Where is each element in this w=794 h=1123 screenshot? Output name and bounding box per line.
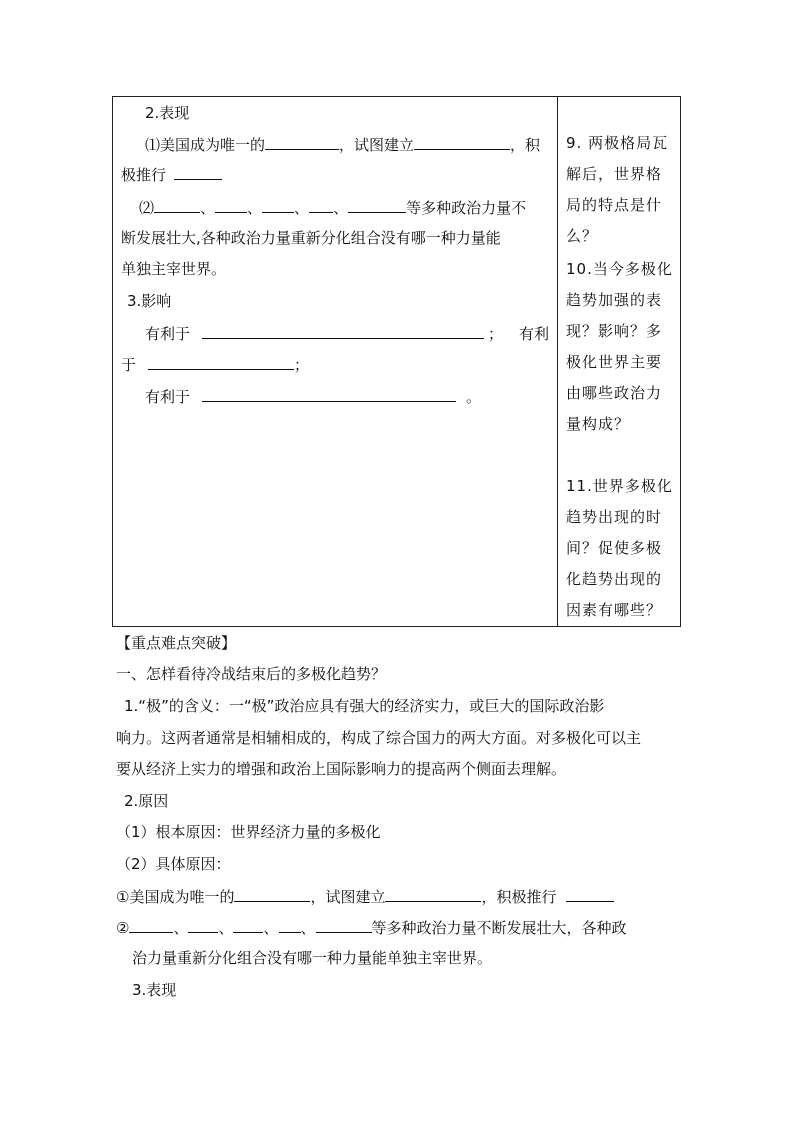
cause-text-line: 治力量重新分化组合没有哪一种力量能单独主宰世界。 xyxy=(132,949,493,967)
question-11: 11.世界多极化趋势出现的时间？促使多极化趋势出现的因素有哪些？ xyxy=(566,477,673,619)
cause-fill-line-1 xyxy=(116,885,614,908)
fill-line-2 xyxy=(121,163,222,186)
paragraph-line-3: 要从经济上实力的增强和政治上国际影响力的提高两个侧面去理解。 xyxy=(116,760,567,778)
text: ； xyxy=(294,356,310,374)
text: ，积 xyxy=(510,136,541,154)
table-right-cell xyxy=(558,97,680,626)
text: ，积极推行 xyxy=(481,888,557,906)
text: ② xyxy=(116,919,130,937)
heading-performance: 2.表现 xyxy=(145,104,190,122)
separator: 、 xyxy=(200,199,216,217)
separator: 、 xyxy=(263,919,279,937)
blank[interactable] xyxy=(174,163,222,180)
text: 等多种政治力量不 xyxy=(406,199,527,217)
separator: 、 xyxy=(333,199,349,217)
question-heading: 一、怎样看待冷战结束后的多极化趋势？ xyxy=(116,665,387,683)
blank[interactable] xyxy=(202,322,484,339)
text: 有利 xyxy=(519,325,550,343)
blank[interactable] xyxy=(148,353,294,370)
cause-root: （1）根本原因：世界经济力量的多极化 xyxy=(116,823,381,841)
text: ，试图建立 xyxy=(339,136,415,154)
text: ⑵ xyxy=(139,199,155,217)
text: ⑴美国成为唯一的 xyxy=(145,136,266,154)
text: ，试图建立 xyxy=(310,888,386,906)
text-line-4: 断发展壮大,各种政治力量重新分化组合没有哪一种力量能 xyxy=(121,229,501,247)
text: 。 xyxy=(466,388,482,406)
text: 极推行 xyxy=(121,166,167,184)
text: 有利于 xyxy=(145,388,191,406)
study-table xyxy=(112,96,681,627)
blank[interactable] xyxy=(262,196,294,213)
blank[interactable] xyxy=(202,385,456,402)
cause-specific: （2）具体原因： xyxy=(116,855,231,873)
text: 等多种政治力量不断发展壮大，各种政 xyxy=(371,919,627,937)
fill-line-1 xyxy=(145,133,540,156)
text: 于 xyxy=(121,356,137,374)
text: ； xyxy=(488,325,504,343)
text-line-5: 单独主宰世界。 xyxy=(121,260,227,278)
separator: 、 xyxy=(247,199,263,217)
blank[interactable] xyxy=(265,133,339,150)
blank[interactable] xyxy=(279,916,301,933)
impact-line-2 xyxy=(121,353,309,376)
question-10: 10.当今多极化趋势加强的表现？影响？多极化世界主要由哪些政治力量构成？ xyxy=(566,260,673,433)
impact-line-3 xyxy=(145,385,481,408)
blank[interactable] xyxy=(414,133,510,150)
blank[interactable] xyxy=(188,916,218,933)
separator: 、 xyxy=(294,199,310,217)
blank[interactable] xyxy=(129,916,173,933)
blank[interactable] xyxy=(154,196,200,213)
separator: 、 xyxy=(173,919,189,937)
blank[interactable] xyxy=(234,885,310,902)
blank[interactable] xyxy=(233,916,263,933)
paragraph-line-2: 响力。这两者通常是相辅相成的，构成了综合国力的两大方面。对多极化可以主 xyxy=(116,729,642,747)
heading-causes: 2.原因 xyxy=(124,792,169,810)
question-9: 9. 两极格局瓦解后，世界格局的特点是什么？ xyxy=(566,134,669,245)
blank[interactable] xyxy=(566,885,614,902)
text: ①美国成为唯一的 xyxy=(116,888,235,906)
fill-line-3 xyxy=(139,196,526,219)
heading-impact: 3.影响 xyxy=(127,292,172,310)
heading-performance-2: 3.表现 xyxy=(132,981,177,999)
section-title: 【重点难点突破】 xyxy=(116,634,237,652)
blank[interactable] xyxy=(348,196,406,213)
separator: 、 xyxy=(218,919,234,937)
separator: 、 xyxy=(300,919,316,937)
blank[interactable] xyxy=(385,885,481,902)
paragraph-line-1: 1.“极”的含义：一“极”政治应具有强大的经济实力，或巨大的国际政治影 xyxy=(124,697,605,715)
impact-line-1 xyxy=(145,322,549,345)
text: 有利于 xyxy=(145,325,191,343)
cause-fill-line-2 xyxy=(116,916,627,939)
blank[interactable] xyxy=(215,196,247,213)
blank[interactable] xyxy=(309,196,333,213)
table-left-cell xyxy=(113,97,558,626)
blank[interactable] xyxy=(316,916,372,933)
